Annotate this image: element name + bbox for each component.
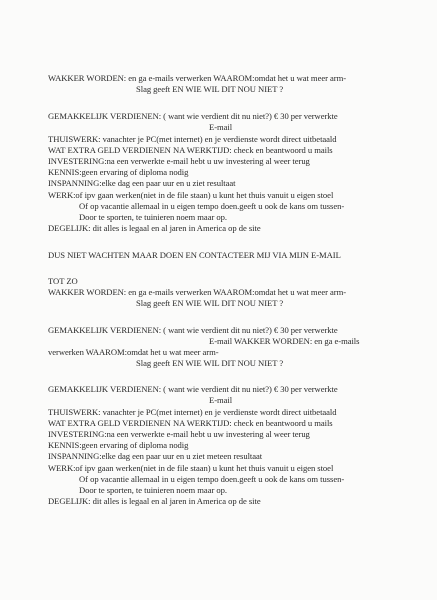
text-line-22: GEMAKKELIJK VERDIENEN: ( want wie verdient dit nu niet?) € 30 per verwerkte [48, 384, 338, 394]
text-line-18: GEMAKKELIJK VERDIENEN: ( want wie verdient dit nu niet?) € 30 per verwerkte [48, 325, 338, 335]
text-line-13: DEGELIJK: dit alles is legaal en al jaren in America op de site [48, 223, 261, 233]
text-line-31: Door te sporten, te tuinieren noem maar op. [79, 485, 227, 495]
text-line-2: Slag geeft EN WIE WIL DIT NOU NIET ? [136, 84, 284, 94]
text-line-19: E-mail WAKKER WORDEN: en ga e-mails [209, 336, 360, 346]
text-line-6: WAT EXTRA GELD VERDIENEN NA WERKTIJD: check en beantwoord u mails [48, 145, 333, 155]
text-line-10: WERK:of ipv gaan werken(niet in de file staan) u kunt het thuis vanuit u eigen stoel [48, 190, 334, 200]
text-line-8: KENNIS:geen ervaring of diploma nodig [48, 167, 189, 177]
text-line-15: TOT ZO [48, 276, 78, 286]
text-line-28: INSPANNING:elke dag een paar uur en u ziet meteen resultaat [48, 451, 263, 461]
text-line-29: WERK:of ipv gaan werken(niet in de file staan) u kunt het thuis vanuit u eigen stoel [48, 463, 334, 473]
text-line-24: THUISWERK: vanachter je PC(met internet) en je verdienste wordt direct uitbetaald [48, 407, 337, 417]
text-line-27: KENNIS:geen ervaring of diploma nodig [48, 440, 189, 450]
text-line-16: WAKKER WORDEN: en ga e-mails verwerken WAAROM:omdat het u wat meer arm- [48, 287, 347, 297]
text-line-17: Slag geeft EN WIE WIL DIT NOU NIET ? [136, 298, 284, 308]
text-line-12: Door te sporten, te tuinieren noem maar op. [79, 212, 227, 222]
text-line-4: E-mail [209, 122, 233, 132]
text-line-5: THUISWERK: vanachter je PC(met internet) en je verdienste wordt direct uitbetaald [48, 134, 337, 144]
text-line-23: E-mail [209, 395, 233, 405]
text-line-26: INVESTERING:na een verwerkte e-mail hebt u uw investering al weer terug [48, 429, 310, 439]
text-line-11: Of op vacantie allemaal in u eigen tempo doen.geeft u ook de kans om tussen- [79, 201, 345, 211]
text-line-3: GEMAKKELIJK VERDIENEN: ( want wie verdient dit nu niet?) € 30 per verwerkte [48, 111, 338, 121]
text-line-21: Slag geeft EN WIE WIL DIT NOU NIET ? [136, 358, 284, 368]
text-line-9: INSPANNING:elke dag een paar uur en u ziet resultaat [48, 178, 236, 188]
text-line-25: WAT EXTRA GELD VERDIENEN NA WERKTIJD: check en beantwoord u mails [48, 418, 333, 428]
text-line-30: Of op vacantie allemaal in u eigen tempo doen.geeft u ook de kans om tussen- [79, 474, 345, 484]
text-line-32: DEGELIJK: dit alles is legaal en al jaren in America op de site [48, 496, 261, 506]
text-line-1: WAKKER WORDEN: en ga e-mails verwerken WAAROM:omdat het u wat meer arm- [48, 73, 347, 83]
text-line-20: verwerken WAAROM:omdat het u wat meer arm- [48, 347, 219, 357]
text-line-7: INVESTERING:na een verwerkte e-mail hebt u uw investering al weer terug [48, 156, 310, 166]
text-line-14: DUS NIET WACHTEN MAAR DOEN EN CONTACTEER MIJ VIA MIJN E-MAIL [48, 250, 341, 260]
